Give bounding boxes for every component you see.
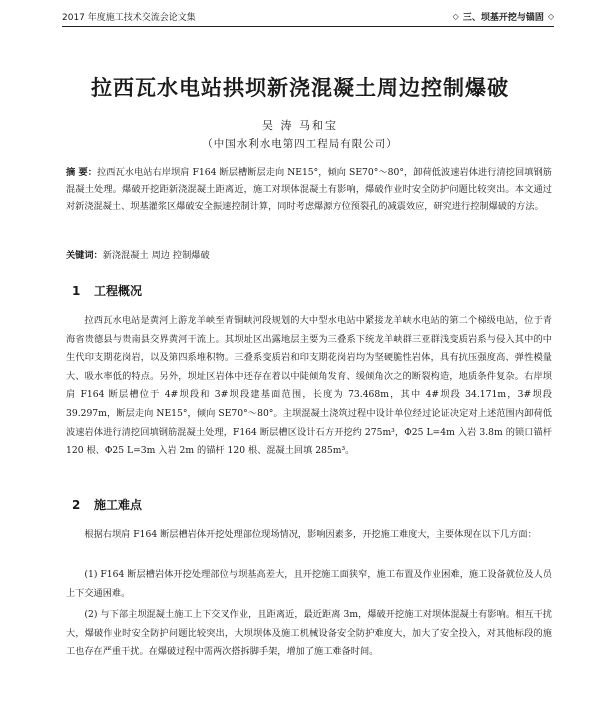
abstract-text: 拉西瓦水电站右岸坝肩 F164 断层槽断层走向 NE15°，倾向 SE70°～80°，卸荷低波速岩体进行清挖回填钢筋混凝土处理。爆破开挖距新浇混凝土距离近，施工对坝体混凝土有影响，爆破作业时安全防护问题比较突出。本文通过对新浇混凝土、坝基灌浆区爆破安全振速控制计算，同时考虑爆源方位预裂孔的减震效应，研究进行控制爆破的方法。 [66,167,552,212]
section-2-paragraph-3: (2) 与下部主坝混凝土施工上下交叉作业，且距离近，最近距离 3m，爆破开挖施工对坝体混凝土有影响。相互干扰大，爆破作业时安全防护问题比较突出，大坝坝体及施工机械设备安全防护难度大，加大了安全投入，对其他标段的施工也存在严重干扰。在爆破过程中需两次搭拆脚手架，增加了施工难备时间。 [66,609,552,658]
section-2-paragraph-1: 根据右坝肩 F164 断层槽岩体开挖处理部位现场情况，影响因素多，开挖施工难度大，主要体现在以下几方面： [84,529,537,540]
header-divider [62,26,554,27]
diamond-icon: ◇ [547,11,554,21]
keywords-label: 关键词： [66,250,103,261]
section-number: 1 [72,284,81,298]
section-heading-2 [72,496,142,513]
section-1-paragraph: 拉西瓦水电站是黄河上游龙羊峡至青铜峡河段规划的大中型水电站中紧接龙羊峡水电站的第二个梯级电站，位于青海省贵德县与贵南县交界黄河干流上。其坝址区出露地层主要为三叠系下统龙羊峡群三亚群浅变质岩系与侵入其中的中生代印支期花岗岩，以及第四系堆积物。三叠系变质岩和印支期花岗岩均为坚硬脆性岩体，具有抗压强度高、弹性模量大、吸水率低的特点。另外，坝址区岩体中还存在着以中陡倾角发育、缓倾角次之的断裂构造，地质条件复杂。右岸坝肩 F164 断层槽位于 4#坝段和 3#坝段建基面范围，长度为 73.468m，其中 4#坝段 34.171m，3#坝段 39.297m，断层走向 NE15°，倾向 SE70°～80°。主坝混凝土浇筑过程中设计单位经过论证决定对上述范围内卸荷低波速岩体进行清挖回填钢筋混凝土处理，F164 断层槽区设计石方开挖约 275m³，Φ25 L=4m 入岩 3.8m 的锁口锚杆 120 根、Φ25 L=3m 入岩 2m 的锚杆 120 根、混凝土回填 285m³。 [66,315,552,457]
section-title: 工程概况 [94,284,143,298]
section-2-paragraph-2: (1) F164 断层槽岩体开挖处理部位与坝基高差大，且开挖施工面狭窄，施工布置及作业困难，施工设备就位及人员上下交通困难。 [66,569,552,599]
section-number: 2 [72,498,81,512]
paper-affiliation: （中国水利水电第四工程局有限公司） [202,138,398,150]
abstract [66,164,552,215]
section-heading-1 [72,282,142,299]
keywords-text: 新浇混凝土 周边 控制爆破 [102,250,210,261]
running-header-section: 三、坝基开挖与锚固 [462,12,544,23]
running-header-right [453,10,554,23]
diamond-icon: ◇ [452,11,459,21]
paper-title: 拉西瓦水电站拱坝新浇混凝土周边控制爆破 [91,76,509,100]
section-title: 施工难点 [94,498,143,512]
keywords [66,249,552,263]
running-header [62,8,554,24]
paper-authors: 吴 涛 马和宝 [262,119,338,132]
running-header-left: 2017 年度施工技术交流会论文集 [62,12,196,23]
abstract-label: 摘 要： [66,167,98,178]
